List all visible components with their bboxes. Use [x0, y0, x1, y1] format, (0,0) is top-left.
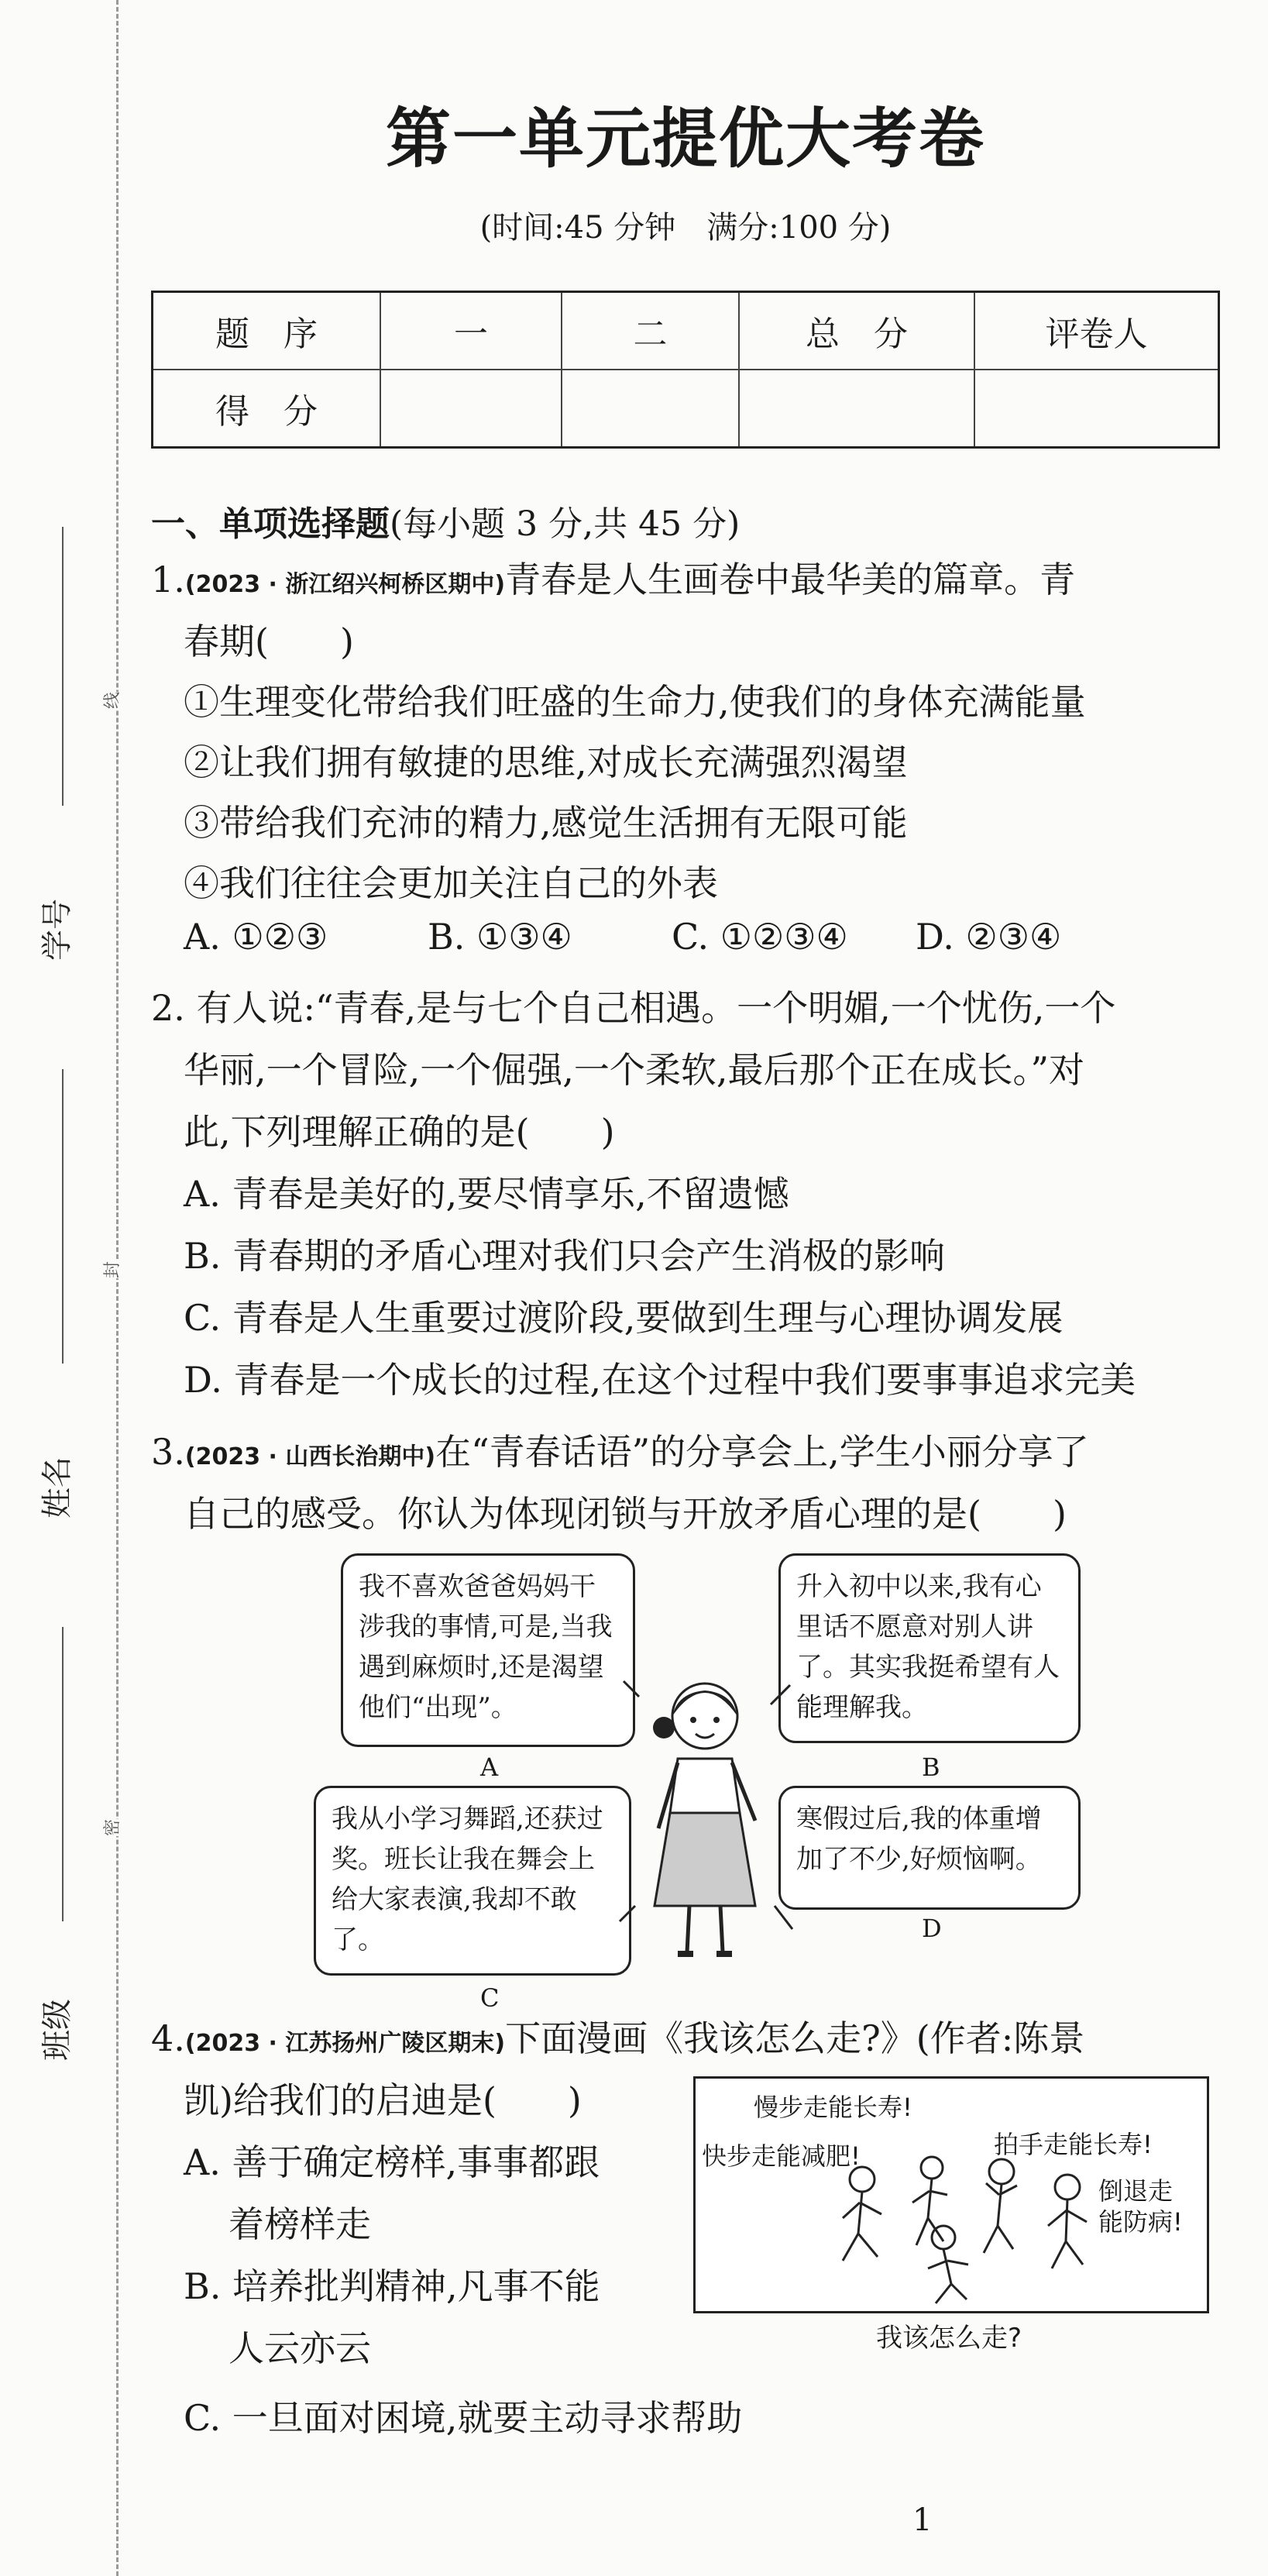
q1-item-3: ③带给我们充沛的精力,感觉生活拥有无限可能 [184, 802, 908, 844]
q3-stem-line2: 自己的感受。你认为体现闭锁与开放矛盾心理的是( ) [184, 1493, 1067, 1535]
score-cell-grader[interactable] [974, 370, 1219, 448]
margin-mark-line: 线 [99, 692, 123, 709]
section-heading [151, 496, 740, 545]
header-cell-grader: 评卷人 [974, 292, 1219, 370]
score-table-header-row [153, 292, 1219, 370]
cartoon-text-fast: 快步走能减肥! [702, 2141, 861, 2171]
score-table [151, 291, 1220, 449]
cartoon-text-slow: 慢步走能长寿! [754, 2093, 912, 2122]
header-cell-question: 题 序 [153, 292, 381, 370]
q4-stem-text: 下面漫画《我该怎么走?》(作者:陈景 [505, 2017, 1085, 2059]
student-no-label: 学号 [40, 899, 75, 961]
score-cell-part2[interactable] [562, 370, 739, 448]
score-table-score-row [153, 370, 1219, 448]
header-cell-part1: 一 [380, 292, 562, 370]
cartoon-caption: 我该怎么走? [875, 2323, 1022, 2354]
name-label: 姓名 [40, 1457, 75, 1518]
page-number: 1 [912, 2502, 933, 2538]
score-cell-part1[interactable] [380, 370, 562, 448]
bubble-label-b: B [922, 1752, 940, 1782]
q4-option-b-line2: 人云亦云 [229, 2327, 371, 2369]
exam-info: (时间:45 分钟 满分:100 分) [479, 210, 892, 246]
speech-bubble-c: 我从小学习舞蹈,还获过奖。班长让我在舞会上给大家表演,我却不敢了。 [314, 1786, 631, 1976]
header-cell-part2: 二 [562, 292, 739, 370]
q2-stem-line1: 2. 有人说:“青春,是与七个自己相遇。一个明媚,一个忧伤,一个 [151, 987, 1116, 1029]
bubble-label-a: A [480, 1752, 499, 1782]
q4-option-a-line1[interactable]: A. 善于确定榜样,事事都跟 [184, 2141, 600, 2183]
q1-item-4: ④我们往往会更加关注自己的外表 [184, 862, 718, 904]
speech-bubble-b: 升入初中以来,我有心里话不愿意对别人讲了。其实我挺希望有人能理解我。 [778, 1553, 1081, 1743]
q2-stem-line3: 此,下列理解正确的是( ) [184, 1111, 615, 1153]
q1-number: 1. [151, 559, 185, 600]
name-blank [62, 1069, 64, 1364]
class-label: 班级 [40, 1999, 75, 2061]
binding-dashed-line [116, 0, 119, 2576]
cartoon-text-back: 倒退走 [1098, 2176, 1174, 2206]
q1-source-tag: (2023 · 浙江绍兴柯桥区期中) [184, 571, 506, 598]
score-cell-label: 得 分 [153, 370, 381, 448]
class-blank [62, 1627, 64, 1921]
q1-item-1: ①生理变化带给我们旺盛的生命力,使我们的身体充满能量 [184, 681, 1086, 723]
q4-option-a-line2: 着榜样走 [229, 2203, 371, 2245]
header-cell-total: 总 分 [739, 292, 974, 370]
q2-option-a[interactable]: A. 青春是美好的,要尽情享乐,不留遗憾 [184, 1173, 789, 1215]
q1-stem-text: 青春是人生画卷中最华美的篇章。青 [505, 559, 1076, 600]
q4-option-b-line1[interactable]: B. 培养批判精神,凡事不能 [184, 2265, 600, 2307]
margin-mark-secret: 密 [99, 1819, 123, 1836]
q3-stem-text: 在“青春话语”的分享会上,学生小丽分享了 [435, 1431, 1089, 1473]
score-cell-total[interactable] [739, 370, 974, 448]
speech-bubble-a: 我不喜欢爸爸妈妈干涉我的事情,可是,当我遇到麻烦时,还是渴望他们“出现”。 [341, 1553, 635, 1747]
q4-source-tag: (2023 · 江苏扬州广陵区期末) [184, 2030, 506, 2057]
q3-source-tag: (2023 · 山西长治期中) [184, 1443, 436, 1470]
cartoon-text-back-2: 能防病! [1098, 2207, 1183, 2237]
q4-number: 4. [151, 2017, 185, 2059]
q2-stem-line2: 华丽,一个冒险,一个倔强,一个柔软,最后那个正在成长。”对 [184, 1049, 1085, 1091]
q1-item-2: ②让我们拥有敏捷的思维,对成长充满强烈渴望 [184, 741, 908, 783]
section-note: (每小题 3 分,共 45 分) [390, 504, 741, 544]
q3-number: 3. [151, 1431, 185, 1473]
q2-option-d[interactable]: D. 青春是一个成长的过程,在这个过程中我们要事事追求完美 [184, 1359, 1136, 1401]
bubble-label-d: D [922, 1914, 942, 1943]
section-title: 一、单项选择题 [151, 504, 390, 544]
girl-illustration [616, 1673, 794, 1968]
q1-option-b[interactable]: B. ①③④ [428, 916, 572, 958]
q1-stem [151, 552, 1075, 603]
bubble-label-c: C [480, 1983, 500, 2013]
student-no-blank [62, 527, 64, 806]
q1-options [184, 916, 1160, 958]
cartoon-image [693, 2076, 1209, 2313]
cartoon-text-clap: 拍手走能长寿! [994, 2130, 1153, 2159]
q4-stem-line2: 凯)给我们的启迪是( ) [184, 2079, 582, 2121]
q1-option-d[interactable]: D. ②③④ [916, 916, 1062, 958]
q4-option-c[interactable]: C. 一旦面对困境,就要主动寻求帮助 [184, 2397, 743, 2439]
margin-mark-seal: 封 [99, 1261, 123, 1278]
q4-stem [151, 2010, 1084, 2062]
q1-option-c[interactable]: C. ①②③④ [672, 916, 848, 958]
walking-figures-drawing [696, 2079, 1207, 2311]
speech-bubble-d: 寒假过后,我的体重增加了不少,好烦恼啊。 [778, 1786, 1081, 1910]
q1-stem-line2: 春期( ) [184, 621, 354, 662]
page-title: 第一单元提优大考卷 [385, 101, 985, 177]
q2-option-c[interactable]: C. 青春是人生重要过渡阶段,要做到生理与心理协调发展 [184, 1297, 1064, 1339]
q2-option-b[interactable]: B. 青春期的矛盾心理对我们只会产生消极的影响 [184, 1235, 946, 1277]
q3-stem [151, 1424, 1089, 1475]
q1-option-a[interactable]: A. ①②③ [184, 916, 328, 958]
